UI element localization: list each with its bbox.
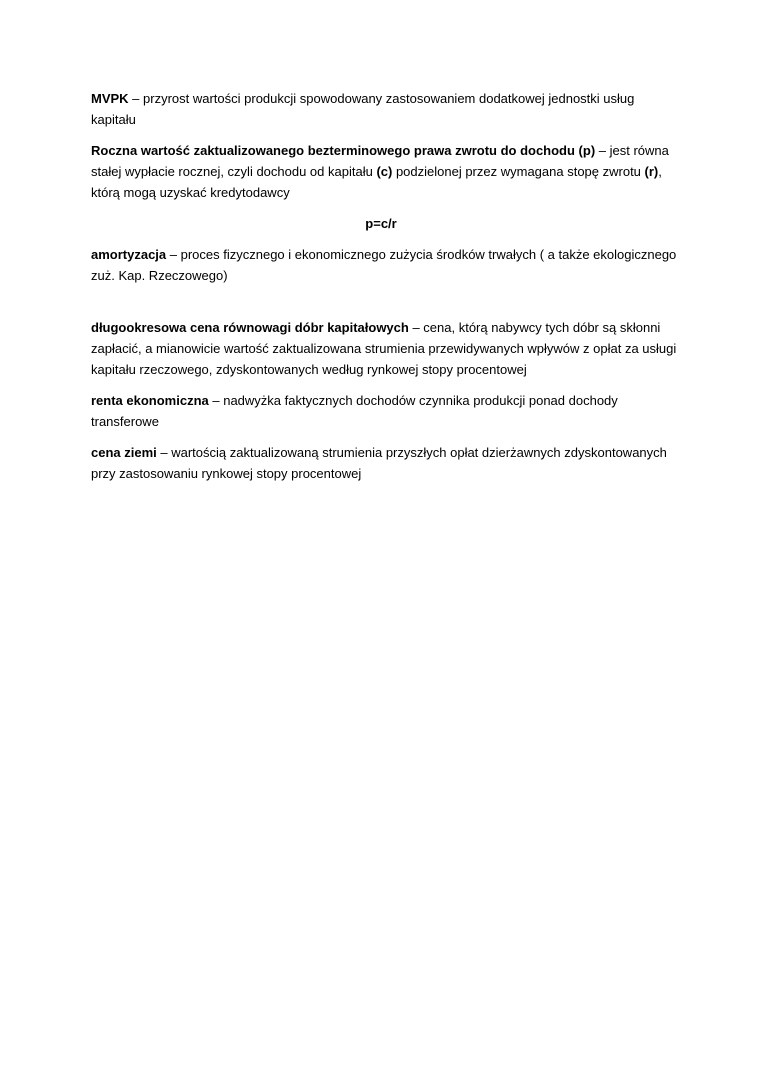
term-cena-rownowagi: długookresowa cena równowagi dóbr kapitałowych (91, 320, 409, 335)
term-roczna-wartosc: Roczna wartość zaktualizowanego bezterminowego prawa zwrotu do dochodu (p) (91, 143, 596, 158)
document-page (91, 88, 681, 494)
term-renta-ekonomiczna: renta ekonomiczna (91, 393, 209, 408)
term-cena-ziemi: cena ziemi (91, 445, 157, 460)
definition-cena-ziemi-text: – wartością zaktualizowaną strumienia przyszłych opłat dzierżawnych zdyskontowanych przy zastosowaniu rynkowej stopy procentowej (91, 445, 667, 481)
formula: p=c/r (365, 216, 397, 231)
symbol-r: (r) (644, 164, 659, 179)
definition-renta-ekonomiczna (91, 390, 681, 432)
term-amortyzacja: amortyzacja (91, 247, 167, 262)
definition-amortyzacja-text: – proces fizycznego i ekonomicznego zużycia środków trwałych ( a także ekologicznego zuż. Kap. Rzeczowego) (91, 247, 677, 283)
definition-mvpk-text: – przyrost wartości produkcji spowodowany zastosowaniem dodatkowej jednostki usług kapitału (91, 91, 635, 127)
blank-line (91, 296, 681, 317)
definition-cena-rownowagi-text: – cena, którą nabywcy tych dóbr są skłonni zapłacić, a mianowicie wartość zaktualizowana strumienia przewidywanych wpływów z opłat za usługi kapitału rzeczowego, zdyskontowanych według rynkowej stopy procentowej (91, 320, 677, 377)
definition-cena-ziemi (91, 442, 681, 484)
definition-roczna-wartosc (91, 140, 681, 203)
definition-mvpk (91, 88, 681, 130)
definition-roczna-text-3: , którą mogą uzyskać kredytodawcy (91, 164, 662, 200)
term-mvpk: MVPK (91, 91, 129, 106)
definition-renta-text: – nadwyżka faktycznych dochodów czynnika produkcji ponad dochody transferowe (91, 393, 618, 429)
definition-cena-rownowagi (91, 317, 681, 380)
symbol-c: (c) (376, 164, 393, 179)
definition-roczna-text-1: – jest równa stałej wypłacie rocznej, czyli dochodu od kapitału (91, 143, 669, 179)
definition-roczna-text-2: podzielonej przez wymagana stopę zwrotu (392, 164, 645, 179)
definition-amortyzacja (91, 244, 681, 286)
